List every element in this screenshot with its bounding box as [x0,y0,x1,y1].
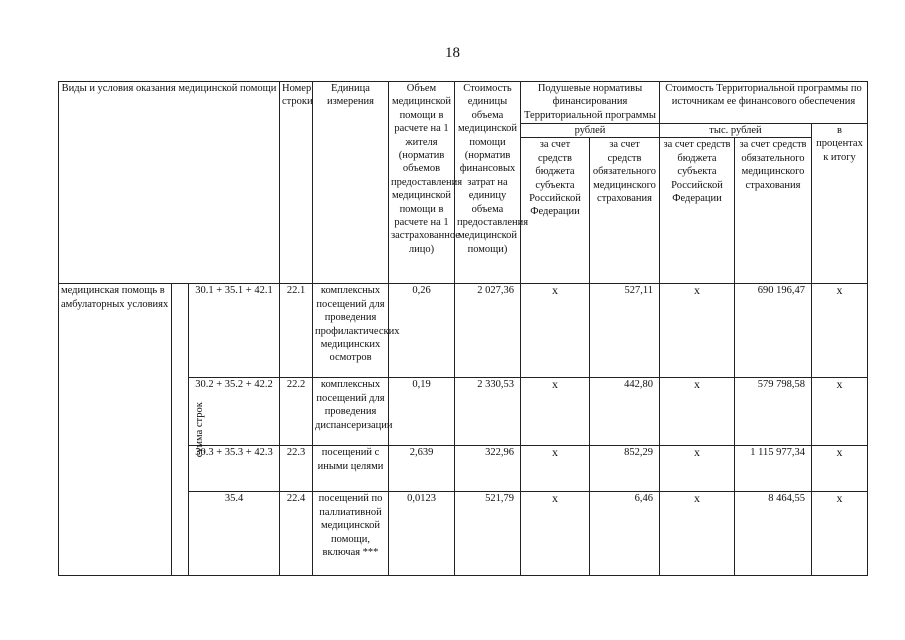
header-oms-funds-2: за счет средств обязательного медицинского страхования [735,138,812,284]
row-formula: 30.3 + 35.3 + 42.3 [189,446,280,492]
header-unit-rubles: рублей [521,124,660,138]
header-budget-funds: за счет средств бюджета субъекта Российской Федерации [521,138,590,284]
row-percent: x [812,284,868,378]
row-volume: 0,26 [389,284,455,378]
row-volume: 0,19 [389,378,455,446]
header-row-number: Номер строки [280,82,313,284]
row-tc-budget: x [660,492,735,576]
row-formula: 30.1 + 35.1 + 42.1 [189,284,280,378]
row-formula: 30.2 + 35.2 + 42.2 [189,378,280,446]
row-pc-oms: 442,80 [590,378,660,446]
row-tc-budget: x [660,284,735,378]
row-unit: посещений с иными целями [313,446,389,492]
page-number: 18 [445,45,460,61]
row-cost: 322,96 [455,446,521,492]
sum-of-rows-label: сумма строк [172,284,189,576]
row-tc-oms: 690 196,47 [735,284,812,378]
row-pc-oms: 527,11 [590,284,660,378]
row-number: 22.1 [280,284,313,378]
header-per-capita-norms: Подушевые нормативы финансирования Территориальной программы [521,82,660,124]
row-unit: посещений по паллиативной медицинской помощи, включая *** [313,492,389,576]
row-pc-oms: 6,46 [590,492,660,576]
table-row [59,284,868,378]
row-formula: 35.4 [189,492,280,576]
header-percent-total: в процентах к итогу [812,124,868,284]
row-unit: комплексных посещений для проведения диспансеризации [313,378,389,446]
row-percent: x [812,446,868,492]
medical-care-table [58,81,868,576]
header-volume: Объем медицинской помощи в расчете на 1 жителя (норматив объемов предоставления медицинской помощи в расчете на 1 застрахованное лицо) [389,82,455,284]
header-unit-thousand-rubles: тыс. рублей [660,124,812,138]
row-tc-budget: x [660,446,735,492]
header-program-cost: Стоимость Территориальной программы по источникам ее финансового обеспечения [660,82,868,124]
section-label: медицинская помощь в амбулаторных условиях [59,284,172,576]
row-cost: 2 027,36 [455,284,521,378]
row-number: 22.4 [280,492,313,576]
row-tc-oms: 1 115 977,34 [735,446,812,492]
row-volume: 0,0123 [389,492,455,576]
header-unit-cost: Стоимость единицы объема медицинской помощи (норматив финансовых затрат на единицу объема предоставления медицинской помощи) [455,82,521,284]
row-pc-budget: x [521,284,590,378]
row-cost: 2 330,53 [455,378,521,446]
row-number: 22.3 [280,446,313,492]
row-volume: 2,639 [389,446,455,492]
row-cost: 521,79 [455,492,521,576]
row-tc-budget: x [660,378,735,446]
header-budget-funds-2: за счет средств бюджета субъекта Российской Федерации [660,138,735,284]
header-unit: Единица измерения [313,82,389,284]
row-pc-budget: x [521,446,590,492]
row-tc-oms: 8 464,55 [735,492,812,576]
row-percent: x [812,492,868,576]
row-pc-oms: 852,29 [590,446,660,492]
header-types-of-care: Виды и условия оказания медицинской помощи [59,82,280,284]
row-pc-budget: x [521,378,590,446]
row-unit: комплексных посещений для проведения профилактических медицинских осмотров [313,284,389,378]
header-oms-funds: за счет средств обязательного медицинского страхования [590,138,660,284]
row-number: 22.2 [280,378,313,446]
row-pc-budget: x [521,492,590,576]
row-percent: x [812,378,868,446]
row-tc-oms: 579 798,58 [735,378,812,446]
